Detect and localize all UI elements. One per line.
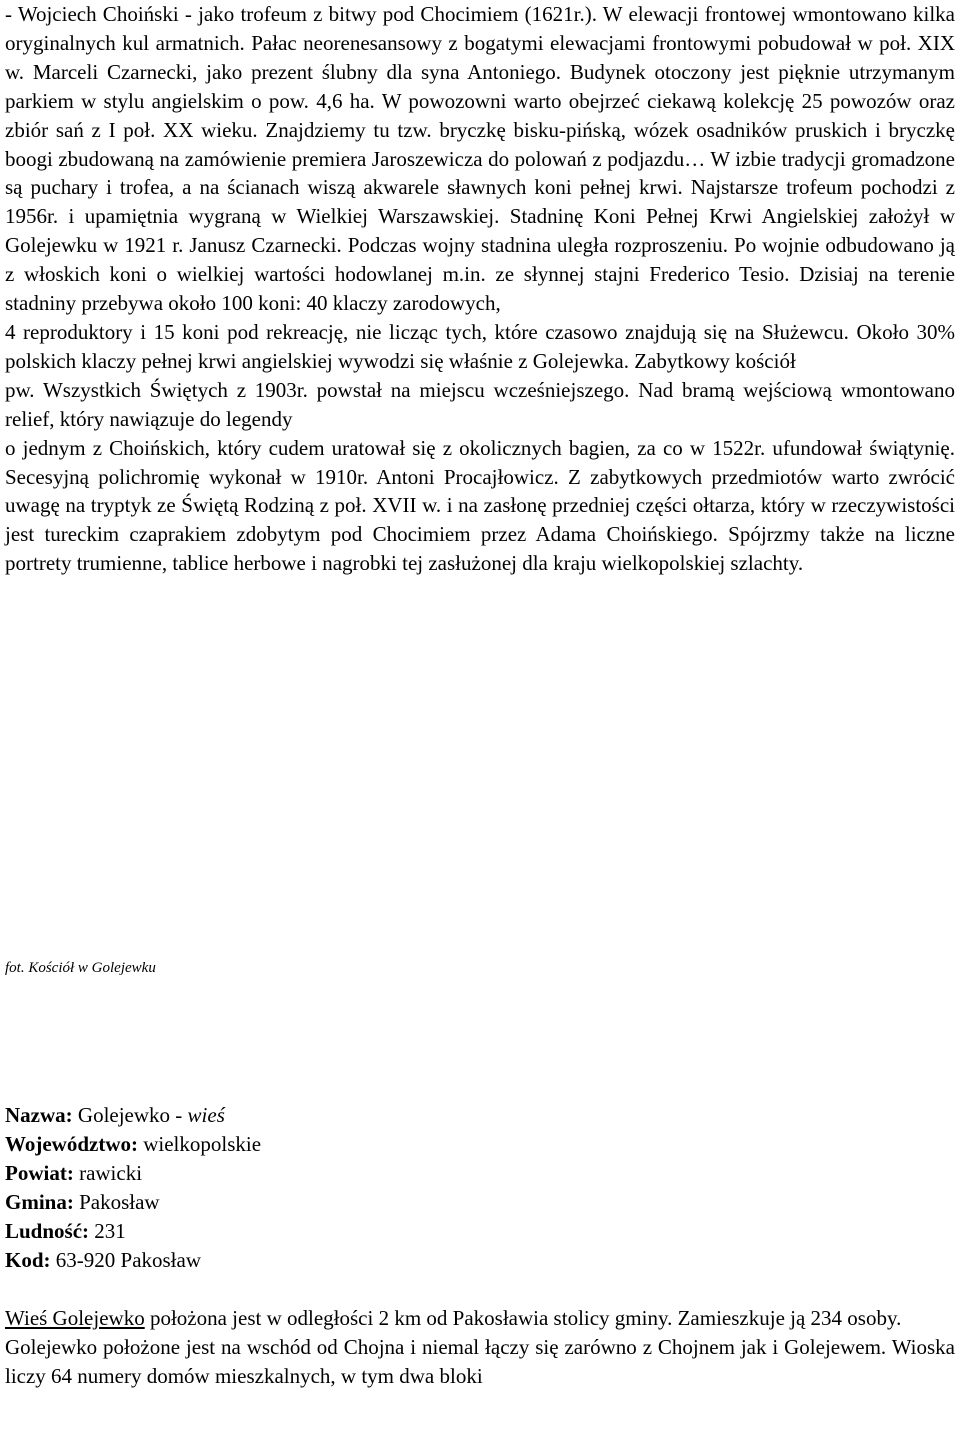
fact-label: Ludność: <box>5 1219 90 1243</box>
bottom-paragraph-2: Golejewko położone jest na wschód od Chojna i niemal łączy się zarówno z Chojnem jak i Golejewem. Wioska liczy 64 numery domów mieszkalnych, w tym dwa bloki <box>5 1335 955 1388</box>
fact-row-county <box>5 1159 261 1188</box>
fact-label: Kod: <box>5 1248 51 1272</box>
body-text <box>5 0 955 578</box>
fact-value: wielkopolskie <box>137 1132 262 1156</box>
fact-value: Golejewko - <box>72 1103 188 1127</box>
body-paragraph: o jednym z Choińskich, który cudem uratował się z okolicznych bagien, za co w 1522r. ufundował świątynię. Secesyjną polichromię wykonał w 1910r. Antoni Procajłowicz. Z zabytkowych przedmiotów warto zwrócić uwagę na tryptyk ze Świętą Rodziną z poł. XVII w. i na zasłonę przedniej części ołtarza, który w rzeczywistości jest tureckim czaprakiem zdobytym pod Chocimiem przez Adama Choińskiego. Spójrzmy także na liczne portrety trumienne, tablice herbowe i nagrobki tej zasłużonej dla kraju wielkopolskiej szlachty. <box>5 435 955 576</box>
body-paragraph: 4 reproduktory i 15 koni pod rekreację, nie licząc tych, które czasowo znajdują się na Służewcu. Około 30% polskich klaczy pełnej krwi angielskiej wywodzi się właśnie z Golejewka. Zabytkowy kościół <box>5 319 955 373</box>
fact-value: 63-920 Pakosław <box>50 1248 202 1272</box>
village-link[interactable]: Wieś Golejewko <box>5 1306 145 1330</box>
document-page <box>5 0 955 578</box>
fact-label: Województwo: <box>5 1132 138 1156</box>
fact-value: 231 <box>89 1219 126 1243</box>
fact-value-italic: wieś <box>187 1103 225 1127</box>
fact-row-commune <box>5 1188 261 1217</box>
fact-label: Powiat: <box>5 1161 74 1185</box>
fact-row-population <box>5 1217 261 1246</box>
fact-label: Nazwa: <box>5 1103 73 1127</box>
fact-label: Gmina: <box>5 1190 74 1214</box>
bottom-paragraph-1 <box>5 1304 955 1333</box>
fact-row-postal-code <box>5 1246 261 1275</box>
bottom-paragraph-1-text: położona jest w odległości 2 km od Pakosławia stolicy gminy. Zamieszkuje ją 234 osoby. <box>144 1306 902 1330</box>
fact-sheet <box>5 1101 261 1275</box>
body-paragraph: - Wojciech Choiński - jako trofeum z bitwy pod Chocimiem (1621r.). W elewacji frontowej wmontowano kilka oryginalnych kul armatnich. Pałac neorenesansowy z bogatymi elewacjami frontowymi pobudował w poł. XIX w. Marceli Czarnecki, jako prezent ślubny dla syna Antoniego. Budynek otoczony jest pięknie utrzymanym parkiem w stylu angielskim o pow. 4,6 ha. W powozowni warto obejrzeć ciekawą kolekcję 25 powozów oraz zbiór sań z I poł. XX wieku. Znajdziemy tu tzw. bryczkę bisku-pińską, wózek osadników pruskich i bryczkę boogi zbudowaną na zamówienie premiera Jaroszewicza do polowań z podjazdu… W izbie tradycji gromadzone są puchary i trofea, a na ścianach wiszą akwarele sławnych koni pełnej krwi. Najstarsze trofeum pochodzi z 1956r. i upamiętnia wygraną w Wielkiej Warszawskiej. Stadninę Koni Pełnej Krwi Angielskiej założył w Golejewku w 1921 r. Janusz Czarnecki. Podczas wojny stadnina uległa rozproszeniu. Po wojnie odbudowano ją z włoskich koni o wielkiej wartości hodowlanej m.in. ze słynnej stajni Frederico Tesio. Dzisiaj na terenie stadniny przebywa około 100 koni: 40 klaczy zarodowych, <box>5 2 955 316</box>
fact-row-voivodeship <box>5 1130 261 1159</box>
photo-caption: fot. Kościół w Golejewku <box>5 960 156 976</box>
body-paragraph: pw. Wszystkich Świętych z 1903r. powstał na miejscu wcześniejszego. Nad bramą wejściową wmontowano relief, który nawiązuje do legendy <box>5 377 955 431</box>
fact-row-name <box>5 1101 261 1130</box>
fact-value: Pakosław <box>73 1190 160 1214</box>
fact-value: rawicki <box>73 1161 143 1185</box>
bottom-text <box>5 1304 955 1391</box>
